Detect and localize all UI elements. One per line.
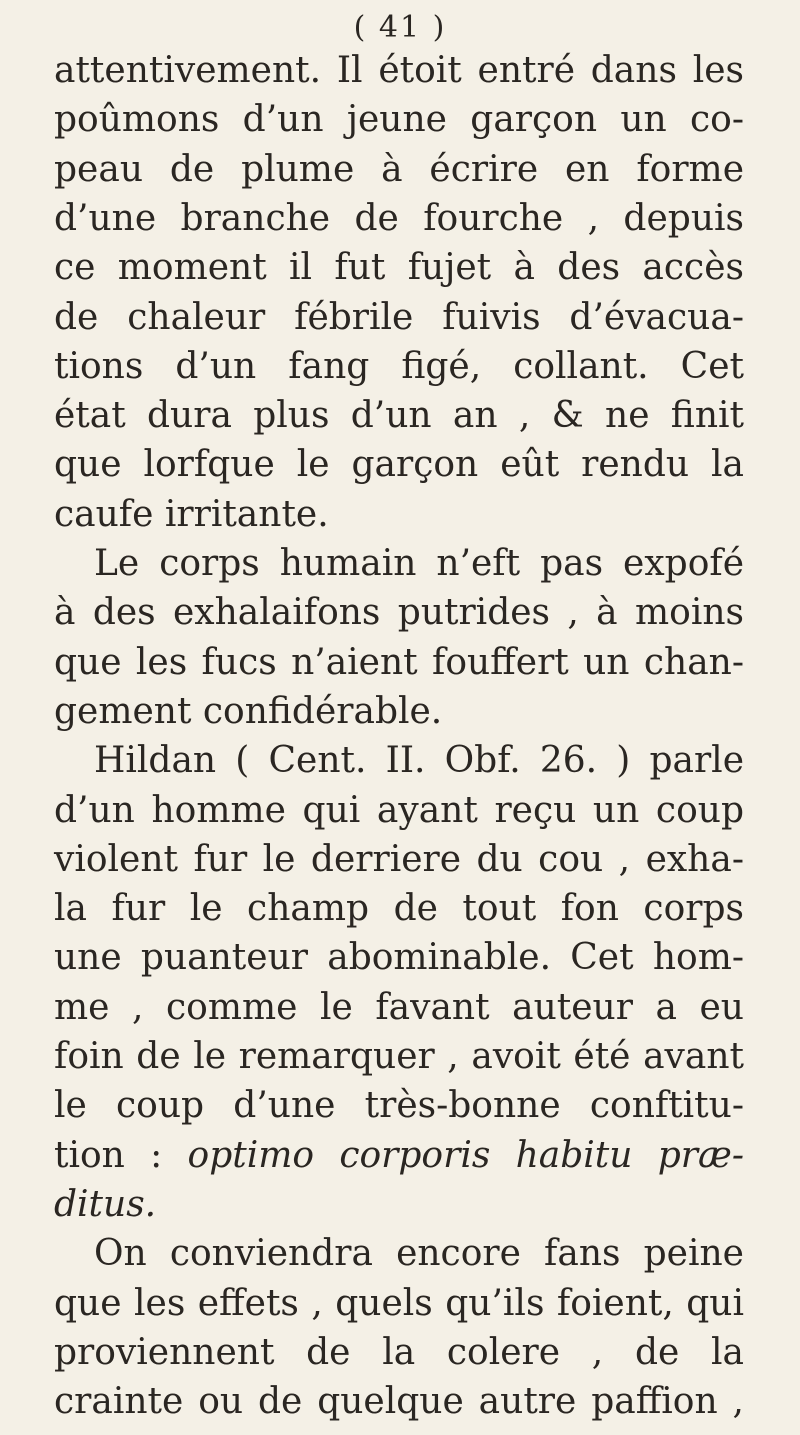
text-line: caufe irritante. [54, 493, 329, 535]
text-line: ce moment il fut fujet à des accès [54, 247, 744, 289]
text-line: crainte ou de quelque autre paffion , [54, 1381, 744, 1423]
text-line: Hildan ( Cent. II. Obf. 26. ) parle [94, 740, 744, 782]
text-line: d’un homme qui ayant reçu un coup [54, 789, 744, 831]
text-line: d’une branche de fourche , depuis [54, 197, 744, 239]
text-line: une puanteur abominable. Cet hom- [54, 937, 744, 979]
text-line: On conviendra encore fans peine [94, 1233, 744, 1275]
text-line: à des exhalaifons putrides , à moins [54, 592, 744, 634]
text-line: tion : optimo corporis habitu præ- [54, 1134, 744, 1176]
text-line: poûmons d’un jeune garçon un co- [54, 99, 744, 141]
text-line: gement confidérable. [54, 690, 443, 732]
text-line: la fur le champ de tout fon corps [54, 888, 744, 930]
text-line: me , comme le favant auteur a eu [54, 986, 744, 1028]
text-line: peau de plume à écrire en forme [54, 148, 744, 190]
text-line: foin de le remarquer , avoit été avant [54, 1036, 744, 1077]
text-line: violent fur le derriere du cou , exha- [54, 838, 744, 880]
text-line: le coup d’une très-bonne conftitu- [54, 1085, 744, 1127]
text-line: que les fucs n’aient fouffert un chan- [54, 641, 744, 683]
text-line: Le corps humain n’eft pas expofé [94, 543, 744, 584]
text-line: que lorfque le garçon eût rendu la [54, 444, 744, 486]
text-line: de chaleur fébrile fuivis d’évacua- [54, 296, 744, 338]
text-line: état dura plus d’un an , & ne finit [54, 395, 744, 437]
text-line: tions d’un fang figé, collant. Cet [54, 345, 744, 387]
text-line: que les effets , quels qu’ils foient, qui [54, 1282, 744, 1324]
text-line: proviennent de la colere , de la [54, 1331, 744, 1373]
text-line: ditus. [54, 1183, 157, 1225]
text-line: attentivement. Il étoit entré dans les [54, 50, 744, 91]
page-number: ( 41 ) [353, 10, 447, 45]
